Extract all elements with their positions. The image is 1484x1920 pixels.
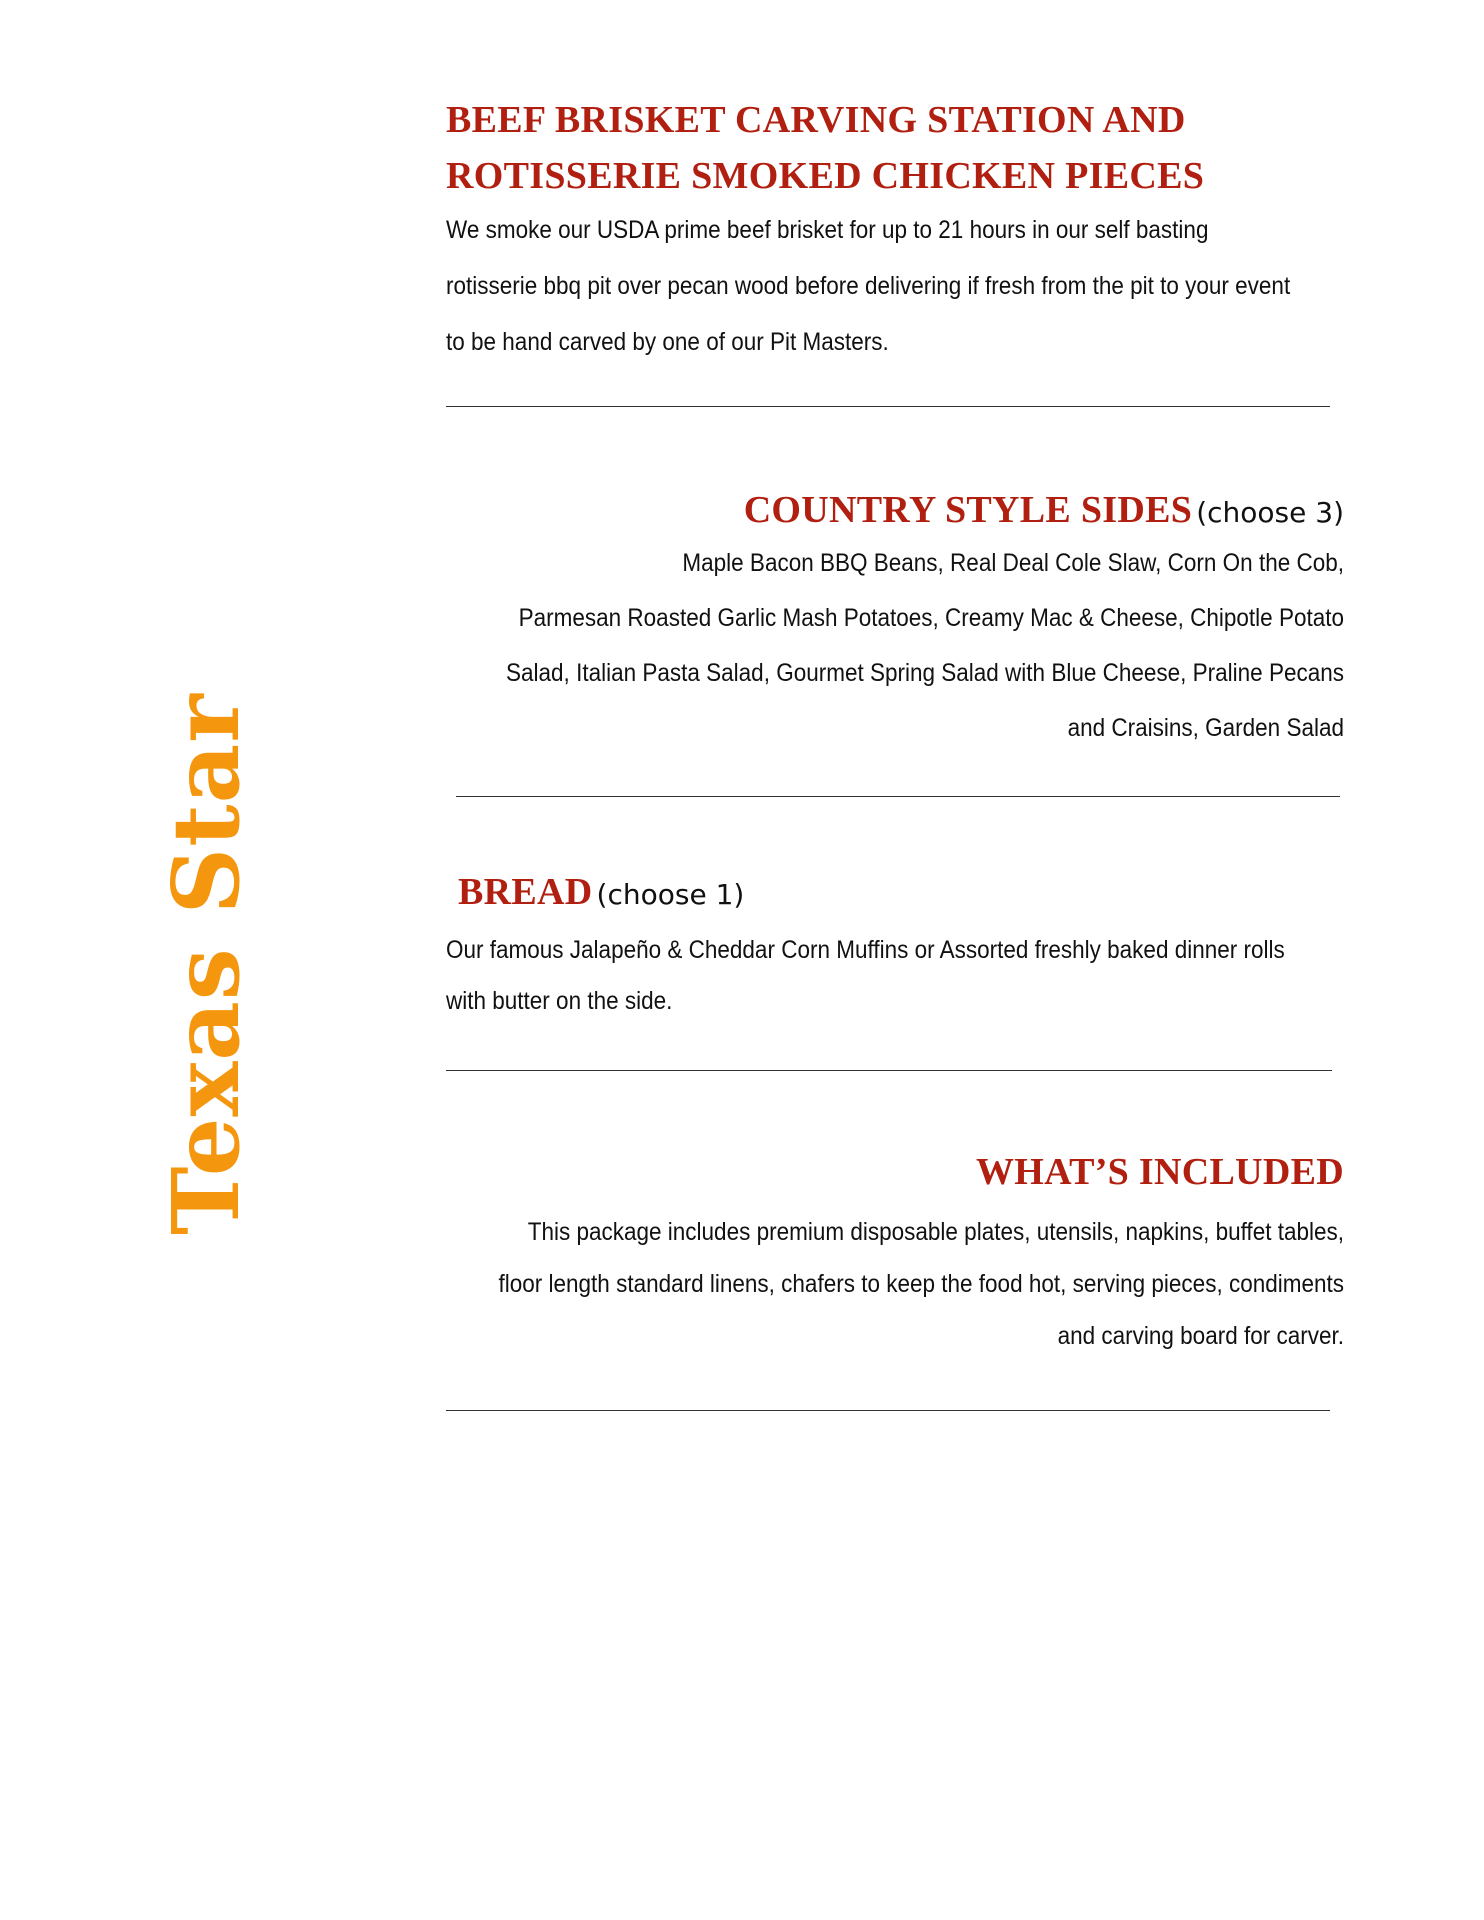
brisket-title-line-1: BEEF BRISKET CARVING STATION AND [446,99,1186,141]
bread-description [446,925,1346,1027]
sides-description-line-2: Parmesan Roasted Garlic Mash Potatoes, Creamy Mac & Cheese, Chipotle Potato [518,604,1344,632]
brisket-description-line-2: rotisserie bbq pit over pecan wood before delivering if fresh from the pit to your event [446,272,1291,300]
included-description-line-2: floor length standard linens, chafers to keep the food hot, serving pieces, condiments [498,1270,1344,1298]
brisket-title-line-2: ROTISSERIE SMOKED CHICKEN PIECES [446,155,1205,197]
sides-description [453,536,1344,756]
section-divider [446,376,1330,407]
bread-description-line-2: with butter on the side. [446,987,673,1015]
sides-description-line-1: Maple Bacon BBQ Beans, Real Deal Cole Slaw, Corn On the Cob, [682,549,1344,577]
section-divider [446,1380,1330,1411]
brisket-section-title [446,92,1346,204]
brand-logo-text: Texas Star [152,693,260,1235]
included-description [444,1206,1344,1362]
bread-title: BREAD [458,871,593,913]
bread-section-title [458,864,1358,920]
sides-description-line-4: and Craisins, Garden Salad [1067,714,1344,742]
included-title: WHAT’S INCLUDED [975,1151,1344,1193]
sides-section-title [444,482,1344,538]
section-divider [446,1040,1332,1071]
section-divider [456,766,1340,797]
sides-title: COUNTRY STYLE SIDES [743,489,1193,531]
sides-description-line-3: Salad, Italian Pasta Salad, Gourmet Spring Salad with Blue Cheese, Praline Pecans [506,659,1344,687]
included-description-line-1: This package includes premium disposable plates, utensils, napkins, buffet tables, [527,1218,1344,1246]
brisket-description-line-1: We smoke our USDA prime beef brisket for up to 21 hours in our self basting [446,216,1209,244]
included-section-title [444,1144,1344,1200]
bread-description-line-1: Our famous Jalapeño & Cheddar Corn Muffins or Assorted freshly baked dinner rolls [446,936,1285,964]
included-description-line-3: and carving board for carver. [1057,1322,1344,1350]
bread-choose-note: (choose 1) [596,878,745,911]
brisket-description-line-3: to be hand carved by one of our Pit Masters. [446,328,889,356]
sides-choose-note: (choose 3) [1196,496,1344,529]
brisket-description [446,202,1310,370]
